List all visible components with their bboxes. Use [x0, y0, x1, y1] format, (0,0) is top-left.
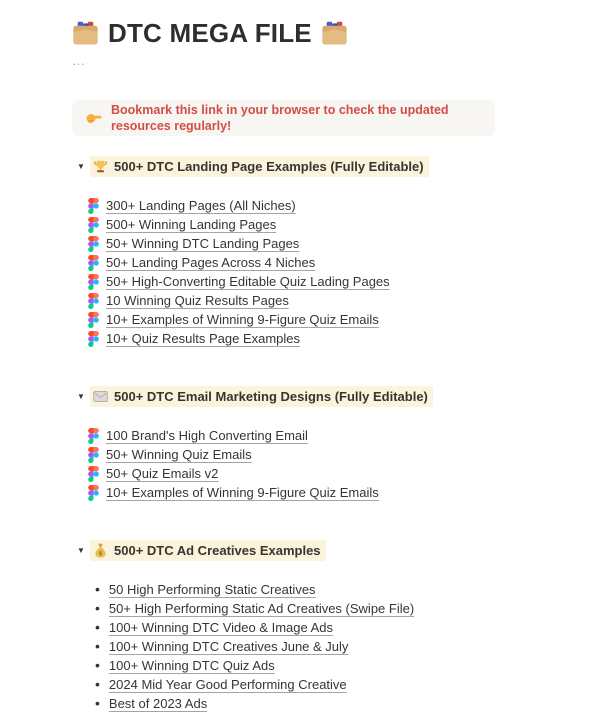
sections	[72, 154, 571, 713]
figma-logo-icon	[88, 274, 99, 290]
page-link-item[interactable]	[72, 329, 571, 348]
page-link[interactable]: 10+ Examples of Winning 9-Figure Quiz Emails	[106, 485, 379, 500]
bullet-icon: •	[95, 676, 100, 692]
toggle-header[interactable]	[72, 538, 571, 562]
bullet-link-item[interactable]	[72, 656, 571, 675]
bullet-icon: •	[95, 619, 100, 635]
page-link-item[interactable]	[72, 196, 571, 215]
callout-text: Bookmark this link in your browser to check the updated resources regularly!	[111, 103, 449, 133]
page-link-item[interactable]	[72, 272, 571, 291]
trophy-icon	[92, 158, 109, 175]
toggle-header[interactable]	[72, 384, 571, 408]
bullet-link-item[interactable]	[72, 675, 571, 694]
highlighted-section-title[interactable]	[90, 386, 433, 407]
page-link[interactable]: 50+ Winning Quiz Emails	[106, 447, 252, 462]
figma-logo-icon	[88, 331, 99, 347]
page-link-item[interactable]	[72, 215, 571, 234]
toggle-header[interactable]	[72, 154, 571, 178]
page-link-item[interactable]	[72, 253, 571, 272]
page-link[interactable]: 50+ Quiz Emails v2	[106, 466, 219, 481]
page-link-item[interactable]	[72, 464, 571, 483]
page-link[interactable]: 50+ Winning DTC Landing Pages	[106, 236, 300, 251]
page-link-item[interactable]	[72, 310, 571, 329]
toggle-section	[72, 384, 571, 502]
figma-logo-icon	[88, 217, 99, 233]
page-title-text: DTC MEGA FILE	[108, 18, 312, 48]
bullet-link-item[interactable]	[72, 637, 571, 656]
page-link[interactable]: 10+ Examples of Winning 9-Figure Quiz Emails	[106, 312, 379, 327]
toggle-section	[72, 154, 571, 348]
callout	[72, 100, 495, 136]
page-link[interactable]: 10 Winning Quiz Results Pages	[106, 293, 289, 308]
section-title[interactable]: 500+ DTC Ad Creatives Examples	[114, 542, 321, 558]
bullet-icon: •	[95, 695, 100, 711]
page-link[interactable]: 50+ High-Converting Editable Quiz Lading Pages	[106, 274, 390, 289]
figma-logo-icon	[88, 466, 99, 482]
page-link-item[interactable]	[72, 234, 571, 253]
page-link-item[interactable]	[72, 483, 571, 502]
figma-logo-icon	[88, 198, 99, 214]
page-link[interactable]: 100 Brand's High Converting Email	[106, 428, 308, 443]
envelope-icon	[92, 388, 109, 405]
page-link[interactable]: 50+ Landing Pages Across 4 Niches	[106, 255, 316, 270]
page-title	[72, 18, 571, 48]
page-link[interactable]: 300+ Landing Pages (All Niches)	[106, 198, 296, 213]
page-link[interactable]: Best of 2023 Ads	[108, 696, 208, 711]
bullet-link-item[interactable]	[72, 599, 571, 618]
page-link-item[interactable]	[72, 426, 571, 445]
page-link[interactable]: 2024 Mid Year Good Performing Creative	[108, 677, 347, 692]
figma-logo-icon	[88, 255, 99, 271]
page-link[interactable]: 50 High Performing Static Creatives	[108, 582, 316, 597]
figma-logo-icon	[88, 293, 99, 309]
money-bag-icon	[92, 542, 109, 559]
page-link-item[interactable]	[72, 445, 571, 464]
highlighted-section-title[interactable]	[90, 540, 326, 561]
page-link[interactable]: 50+ High Performing Static Ad Creatives (Swipe File)	[108, 601, 415, 616]
section-title[interactable]: 500+ DTC Email Marketing Designs (Fully Editable)	[114, 388, 428, 404]
bullet-icon: •	[95, 600, 100, 616]
page-link-item[interactable]	[72, 291, 571, 310]
section-item-list	[72, 196, 571, 348]
bullet-link-item[interactable]	[72, 580, 571, 599]
page-link[interactable]: 100+ Winning DTC Quiz Ads	[108, 658, 275, 673]
toggle-arrow-icon[interactable]: ▼	[77, 391, 85, 401]
card-index-dividers-icon	[72, 21, 99, 46]
bullet-icon: •	[95, 638, 100, 654]
svg-text:$: $	[98, 550, 103, 557]
card-index-dividers-icon	[321, 21, 348, 46]
highlighted-section-title[interactable]	[90, 156, 429, 177]
bullet-icon: •	[95, 657, 100, 673]
figma-logo-icon	[88, 312, 99, 328]
bullet-icon: •	[95, 581, 100, 597]
bullet-link-item[interactable]	[72, 618, 571, 637]
section-title[interactable]: 500+ DTC Landing Page Examples (Fully Editable)	[114, 158, 424, 174]
bullet-link-item[interactable]	[72, 694, 571, 713]
collapsed-text-indicator: …	[72, 53, 87, 68]
section-item-list	[72, 426, 571, 502]
figma-logo-icon	[88, 428, 99, 444]
page-link[interactable]: 100+ Winning DTC Video & Image Ads	[108, 620, 334, 635]
toggle-arrow-icon[interactable]: ▼	[77, 545, 85, 555]
page-link[interactable]: 500+ Winning Landing Pages	[106, 217, 277, 232]
figma-logo-icon	[88, 447, 99, 463]
pointing-right-hand-icon	[86, 112, 102, 124]
page-link[interactable]: 100+ Winning DTC Creatives June & July	[108, 639, 349, 654]
page-link[interactable]: 10+ Quiz Results Page Examples	[106, 331, 301, 346]
toggle-arrow-icon[interactable]: ▼	[77, 161, 85, 171]
figma-logo-icon	[88, 236, 99, 252]
toggle-section	[72, 538, 571, 713]
section-item-list	[72, 580, 571, 713]
figma-logo-icon	[88, 485, 99, 501]
